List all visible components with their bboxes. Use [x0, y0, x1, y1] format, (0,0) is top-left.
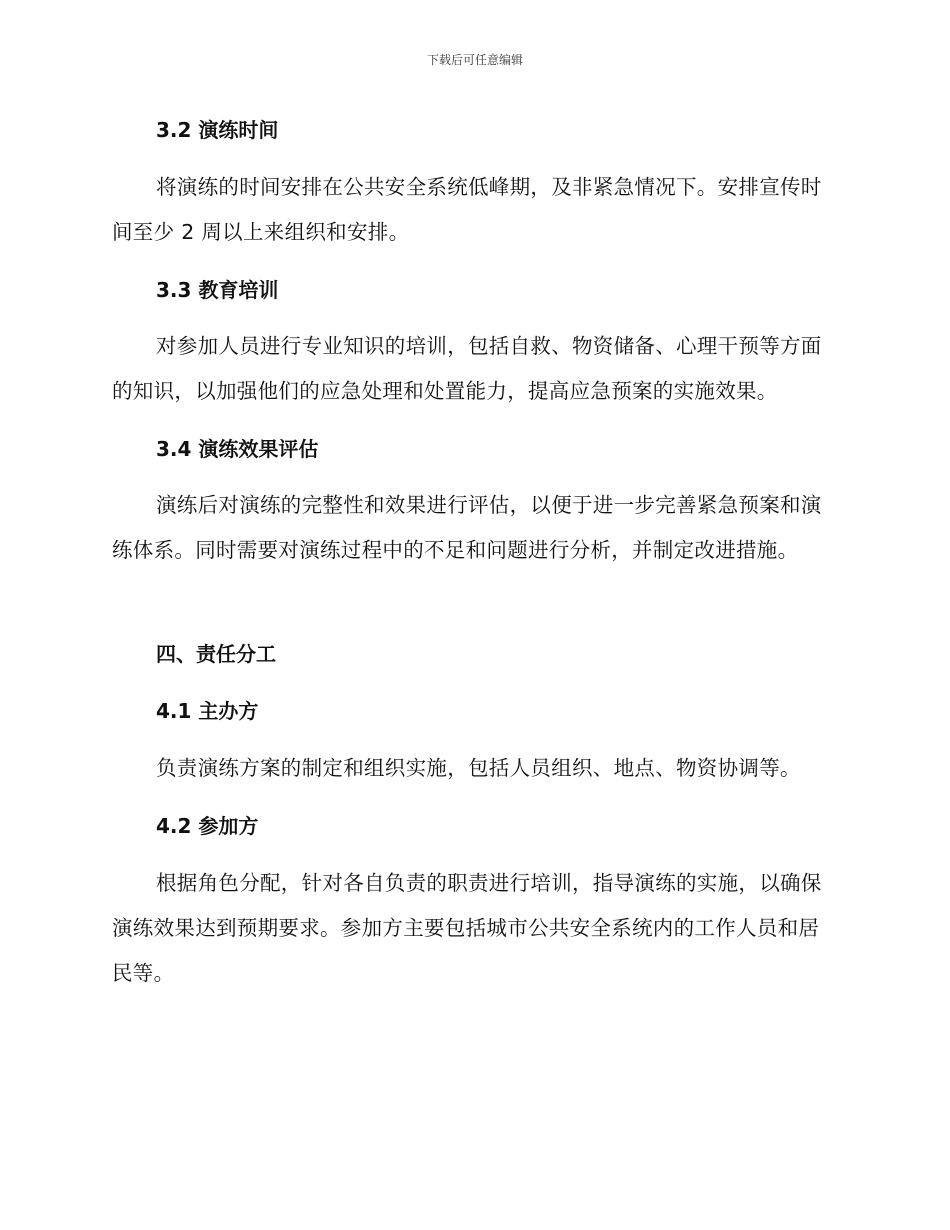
section-paragraph-3-3: 对参加人员进行专业知识的培训，包括自救、物资储备、心理干预等方面的知识，以加强他们的应急处理和处置能力，提高应急预案的实施效果。	[112, 334, 822, 403]
section-heading-3-4: 3.4 演练效果评估	[156, 437, 319, 461]
header-note: 下载后可任意编辑	[426, 53, 523, 67]
section-paragraph-4-1: 负责演练方案的制定和组织实施，包括人员组织、地点、物资协调等。	[156, 756, 801, 780]
section-paragraph-4-2: 根据角色分配，针对各自负责的职责进行培训，指导演练的实施，以确保演练效果达到预期要求。参加方主要包括城市公共安全系统内的工作人员和居民等。	[112, 871, 822, 985]
chapter-heading-4: 四、责任分工	[156, 642, 276, 666]
section-heading-3-3: 3.3 教育培训	[156, 278, 279, 302]
section-paragraph-3-2: 将演练的时间安排在公共安全系统低峰期，及非紧急情况下。安排宣传时间至少 2 周以上来组织和安排。	[112, 175, 822, 244]
section-heading-4-2: 4.2 参加方	[156, 814, 259, 838]
section-heading-3-2: 3.2 演练时间	[156, 118, 279, 142]
section-paragraph-3-4: 演练后对演练的完整性和效果进行评估，以便于进一步完善紧急预案和演练体系。同时需要对演练过程中的不足和问题进行分析，并制定改进措施。	[112, 493, 822, 562]
section-heading-4-1: 4.1 主办方	[156, 699, 259, 723]
